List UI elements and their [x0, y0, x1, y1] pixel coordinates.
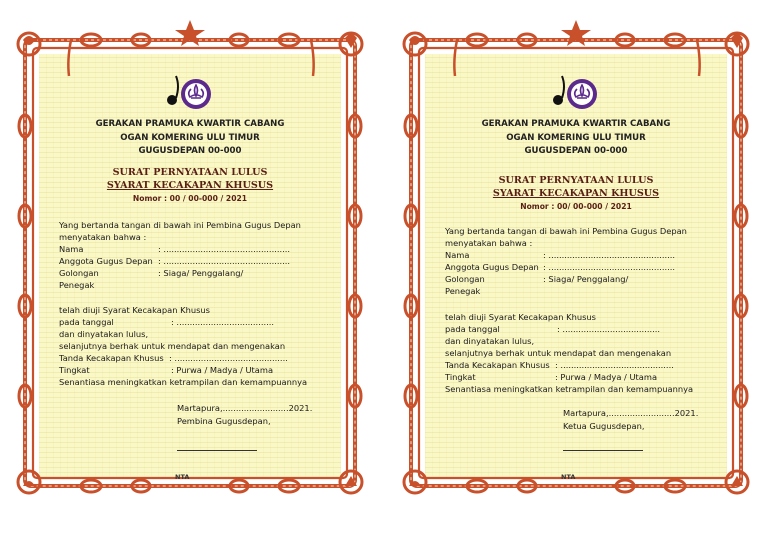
- certificate-subtitle: SYARAT KECAKAPAN KHUSUS: [492, 188, 660, 199]
- tingkat-label: Tingkat: [445, 372, 476, 382]
- certificate-content: [11, 16, 369, 500]
- intro-line-2: menyatakan bahwa :: [59, 232, 147, 242]
- tanggal-value: : .....................................: [557, 324, 661, 334]
- tkk-value: : ...........................................: [555, 360, 674, 370]
- field-value-nama: : ................................................: [158, 244, 291, 254]
- tanggal-label: pada tanggal: [59, 317, 114, 327]
- golongan-penegak: Penegak: [59, 280, 95, 290]
- field-label-anggota: Anggota Gugus Depan: [445, 262, 539, 272]
- certificate-title: SURAT PERNYATAAN LULUS: [112, 167, 268, 178]
- senantiasa-line: Senantiasa meningkatkan ketrampilan dan kemampuannya: [445, 384, 694, 394]
- nta-label: NTA: [561, 473, 576, 481]
- tkk-label: Tanda Kecakapan Khusus: [59, 353, 164, 363]
- org-line-3: GUGUSDEPAN 00-000: [138, 146, 242, 156]
- org-line-1: GERAKAN PRAMUKA KWARTIR CABANG: [95, 119, 285, 129]
- intro-line-1: Yang bertanda tangan di bawah ini Pembina Gugus Depan: [59, 220, 301, 230]
- certificate-number: Nomor : 00 / 00-000 / 2021: [132, 194, 248, 203]
- org-line-3: GUGUSDEPAN 00-000: [524, 146, 628, 156]
- field-label-golongan: Golongan: [445, 274, 485, 284]
- senantiasa-line: Senantiasa meningkatkan ketrampilan dan kemampuannya: [59, 377, 308, 387]
- berhak-line: selanjutnya berhak untuk mendapat dan mengenakan: [59, 341, 286, 351]
- place-date: Martapura,.........................2021.: [177, 403, 313, 413]
- field-value-golongan: : Siaga/ Penggalang/: [543, 274, 629, 284]
- org-line-2: OGAN KOMERING ULU TIMUR: [120, 133, 260, 143]
- field-label-nama: Nama: [445, 250, 470, 260]
- signature-line: [563, 450, 643, 451]
- diuji-line: telah diuji Syarat Kecakapan Khusus: [445, 312, 596, 322]
- field-value-nama: : ................................................: [543, 250, 676, 260]
- field-value-golongan: : Siaga/ Penggalang/: [158, 268, 244, 278]
- field-label-nama: Nama: [59, 244, 84, 254]
- field-value-anggota: : ................................................: [543, 262, 676, 272]
- certificate-number: Nomor : 00/ 00-000 / 2021: [520, 202, 632, 211]
- signer-title: Ketua Gugusdepan,: [563, 421, 645, 431]
- golongan-penegak: Penegak: [445, 286, 481, 296]
- certificate-right: [397, 16, 755, 500]
- tkk-value: : ...........................................: [169, 353, 288, 363]
- tanggal-value: : .....................................: [171, 317, 275, 327]
- tingkat-value: : Purwa / Madya / Utama: [171, 365, 274, 375]
- place-date: Martapura,.........................2021.: [563, 408, 699, 418]
- intro-line-2: menyatakan bahwa :: [445, 238, 533, 248]
- org-line-1: GERAKAN PRAMUKA KWARTIR CABANG: [481, 119, 671, 129]
- org-line-2: OGAN KOMERING ULU TIMUR: [506, 133, 646, 143]
- nta-label: NTA: [175, 473, 190, 481]
- signature-line: [177, 450, 257, 451]
- pramuka-emblem-icon: [162, 74, 214, 114]
- dinyatakan-line: dan dinyatakan lulus,: [59, 329, 149, 339]
- tingkat-label: Tingkat: [59, 365, 90, 375]
- pramuka-emblem-icon: [548, 74, 600, 114]
- certificate-left: [11, 16, 369, 500]
- dinyatakan-line: dan dinyatakan lulus,: [445, 336, 535, 346]
- field-value-anggota: : ................................................: [158, 256, 291, 266]
- field-label-golongan: Golongan: [59, 268, 99, 278]
- certificate-content: [397, 16, 755, 500]
- field-label-anggota: Anggota Gugus Depan: [59, 256, 153, 266]
- tingkat-value: : Purwa / Madya / Utama: [555, 372, 658, 382]
- intro-line-1: Yang bertanda tangan di bawah ini Pembina Gugus Depan: [445, 226, 687, 236]
- certificate-subtitle: SYARAT KECAKAPAN KHUSUS: [106, 180, 274, 191]
- certificate-title: SURAT PERNYATAAN LULUS: [498, 175, 654, 186]
- berhak-line: selanjutnya berhak untuk mendapat dan mengenakan: [445, 348, 672, 358]
- diuji-line: telah diuji Syarat Kecakapan Khusus: [59, 305, 210, 315]
- signer-title: Pembina Gugusdepan,: [177, 416, 271, 426]
- tkk-label: Tanda Kecakapan Khusus: [445, 360, 550, 370]
- tanggal-label: pada tanggal: [445, 324, 500, 334]
